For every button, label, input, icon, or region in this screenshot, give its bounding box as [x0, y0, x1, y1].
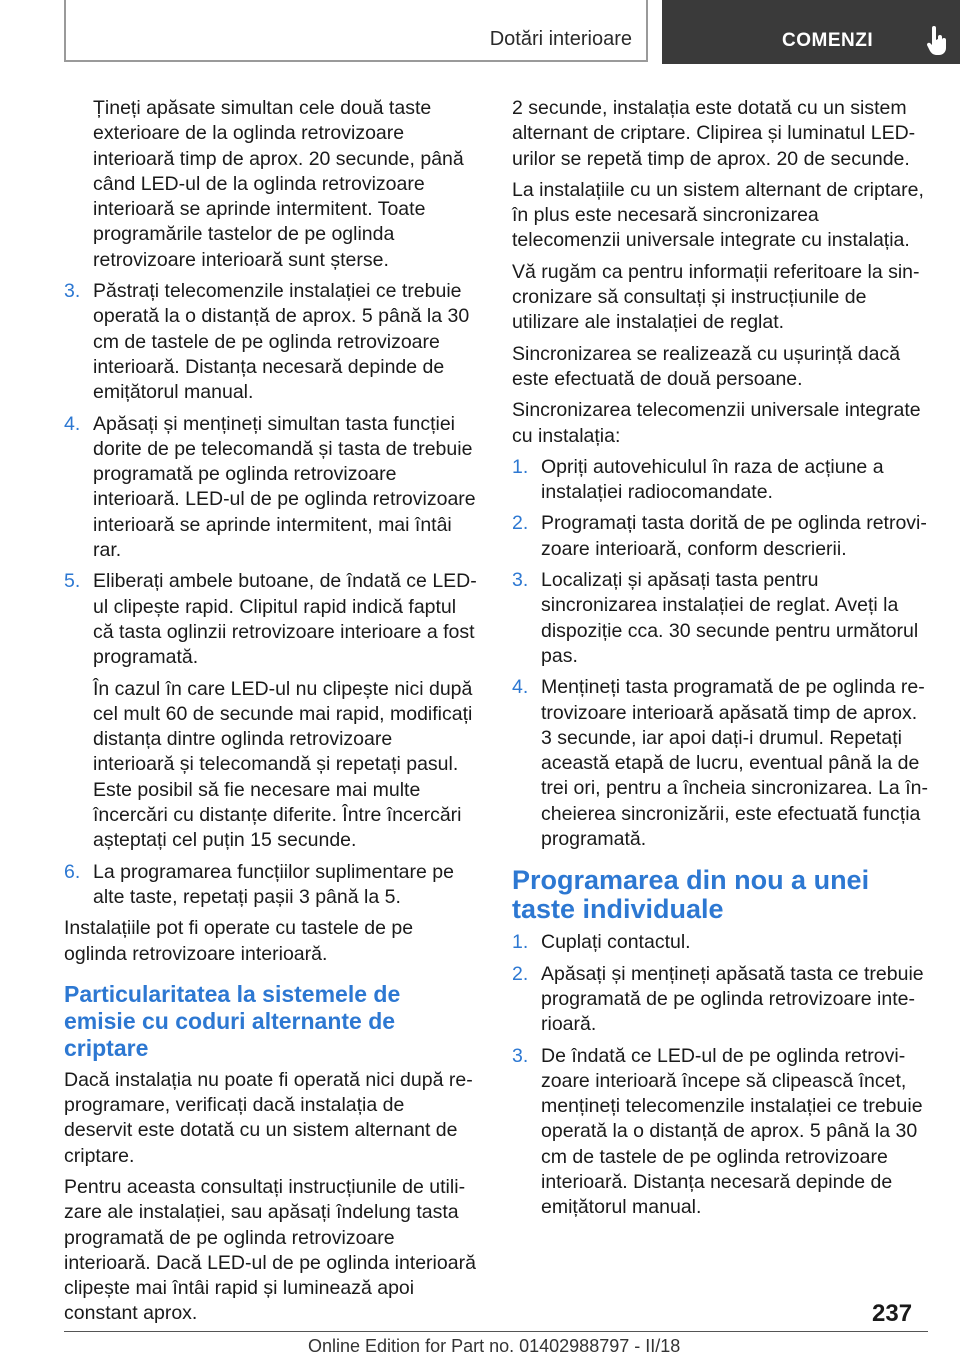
- step-number: 2.: [512, 962, 529, 985]
- step-text: Eliberați ambele butoane, de îndată ce LED-ul clipește rapid. Clipitul rapid indică faptul că tasta oglinzii retrovizoare interioare a fost programată.: [93, 570, 477, 669]
- list-item: [64, 569, 478, 670]
- footer-divider: [64, 1331, 928, 1332]
- paragraph: Sincronizarea telecomenzii universale integrate cu instalația:: [512, 399, 921, 447]
- section-tab[interactable]: [64, 0, 648, 62]
- chapter-tab[interactable]: [662, 0, 960, 64]
- step-number: 1.: [512, 931, 529, 954]
- step-text: Programați tasta dorită de pe oglinda retrovizoare interioară, conform descrierii.: [541, 512, 927, 560]
- section-heading: Programarea din nou a unei taste individuale: [512, 865, 870, 925]
- paragraph: În cazul în care LED-ul nu clipește nici după cel mult 60 de secunde mai rapid, modificați distanța dintre oglinda retrovizoare interioară și telecomandă și repetați pasul. Este posibil să fie necesare mai multe încercări cu distanțe diferite. Între încercări așteptați cel puțin 15 secunde.: [93, 677, 473, 852]
- page-number: 237: [872, 1300, 913, 1327]
- paragraph: 2 secunde, instalația este dotată cu un sistem alternant de criptare. Clipirea și luminatul LED-urilor se repetă timp de aprox. 20 de secunde.: [512, 97, 916, 170]
- list-item: [512, 675, 928, 852]
- step-number: 6.: [64, 860, 81, 883]
- list-item: [512, 568, 928, 669]
- step-text: La programarea funcțiilor suplimentare pe alte taste, repetați pașii 3 până la 5.: [93, 860, 454, 908]
- list-item: [512, 511, 928, 562]
- step-number: 3.: [512, 1044, 529, 1067]
- list-item: [512, 1044, 928, 1221]
- step-text: Cuplați contactul.: [541, 931, 691, 954]
- paragraph: La instalațiile cu un sistem alternant de criptare, în plus este necesară sincronizarea telecomenzii universale integrate cu instalația.: [512, 178, 924, 252]
- step-text: Localizați și apăsați tasta pentru sincronizarea instalației de reglat. Aveți la dispoziție cca. 30 secunde pentru următorul pas.: [541, 569, 919, 667]
- left-column: [64, 96, 478, 1333]
- step-text: Apăsați și mențineți apăsată tasta ce trebuie programată de pe oglinda retrovizoare interioară.: [541, 962, 924, 1036]
- list-item: [64, 860, 478, 911]
- right-column: [512, 96, 928, 1227]
- page-header: [0, 0, 960, 66]
- step-number: 4.: [64, 412, 81, 435]
- list-item: [512, 930, 928, 955]
- section-title: Dotări interioare: [489, 28, 632, 50]
- step-number: 5.: [64, 570, 81, 593]
- paragraph: Vă rugăm ca pentru informații referitoare la sincronizare să consultați și instrucțiunile de utilizare ale instalației de reglat.: [512, 260, 920, 334]
- step-number: 1.: [512, 455, 529, 478]
- step-number: 3.: [512, 569, 529, 592]
- paragraph: Pentru aceasta consultați instrucțiunile de utilizare ale instalației, sau apăsați îndelung tasta programată de pe oglinda retrovizoare interioară. Dacă LED-ul de pe oglinda interioară clipește mai întâi rapid și luminează apoi constant aprox.: [64, 1175, 476, 1325]
- step-number: 2.: [512, 512, 529, 535]
- chapter-title: COMENZI: [782, 30, 874, 51]
- step-number: 4.: [512, 676, 529, 699]
- edition-footer[interactable]: Online Edition for Part no. 01402988797 - II/18: [308, 1336, 681, 1356]
- paragraph: Țineți apăsate simultan cele două taste exterioare de la oglinda retrovizoare interioară timp de aprox. 20 secunde, până când LED-ul de la oglinda retrovizoare interioară se aprinde intermitent. Toate programările tastelor de pe oglinda retrovizoare interioară sunt șterse.: [93, 97, 464, 271]
- list-item: [64, 279, 478, 405]
- step-text: De îndată ce LED-ul de pe oglinda retrovizoare interioară începe să clipească încet, mențineți telecomenzile instalației ce trebuie operată la o distanță de aprox. 5 până la 30 cm de tastele de pe oglinda retrovizoare interioară. Distanța necesară depinde de emițătorul manual.: [541, 1044, 923, 1219]
- step-text: Mențineți tasta programată de pe oglinda retrovizoare interioară apăsată timp de aprox. 3 secunde, iar apoi dați-i drumul. Repetați această etapă de lucru, eventual până la de trei ori, pentru a încheia sincronizarea. La încheierea sincronizării, este efectuată funcția programată.: [541, 676, 928, 851]
- section-heading: Particularitatea la sistemele de emisie cu coduri alternante de criptare: [64, 980, 401, 1061]
- step-number: 3.: [64, 280, 81, 303]
- paragraph: Dacă instalația nu poate fi operată nici după reprogramare, verificați dacă instalația de deservit este dotată cu un sistem alternant de criptare.: [64, 1068, 473, 1167]
- list-item: [512, 962, 928, 1038]
- step-text: Apăsați și mențineți simultan tasta funcției dorite de pe telecomandă și tasta de trebuie programată pe oglinda retrovizoare interioară. LED-ul de pe oglinda retrovizoare interioară se aprinde intermitent, mai întâi rar.: [93, 412, 476, 562]
- list-item: [512, 455, 928, 506]
- paragraph: Instalațiile pot fi operate cu tastele de pe oglinda retrovizoare interioară.: [64, 917, 414, 965]
- paragraph: Sincronizarea se realizează cu ușurință dacă este efectuată de două persoane.: [512, 342, 901, 390]
- step-text: Păstrați telecomenzile instalației ce trebuie operată la o distanță de aprox. 5 până la 30 cm de tastele de pe oglinda retrovizoare interioară. Distanța necesară depinde de emițătorul manual.: [93, 280, 470, 404]
- list-item: [64, 412, 478, 564]
- step-text: Opriți autovehiculul în raza de acțiune a instalației radiocomandate.: [541, 455, 884, 504]
- hand-pointer-icon: [926, 26, 950, 56]
